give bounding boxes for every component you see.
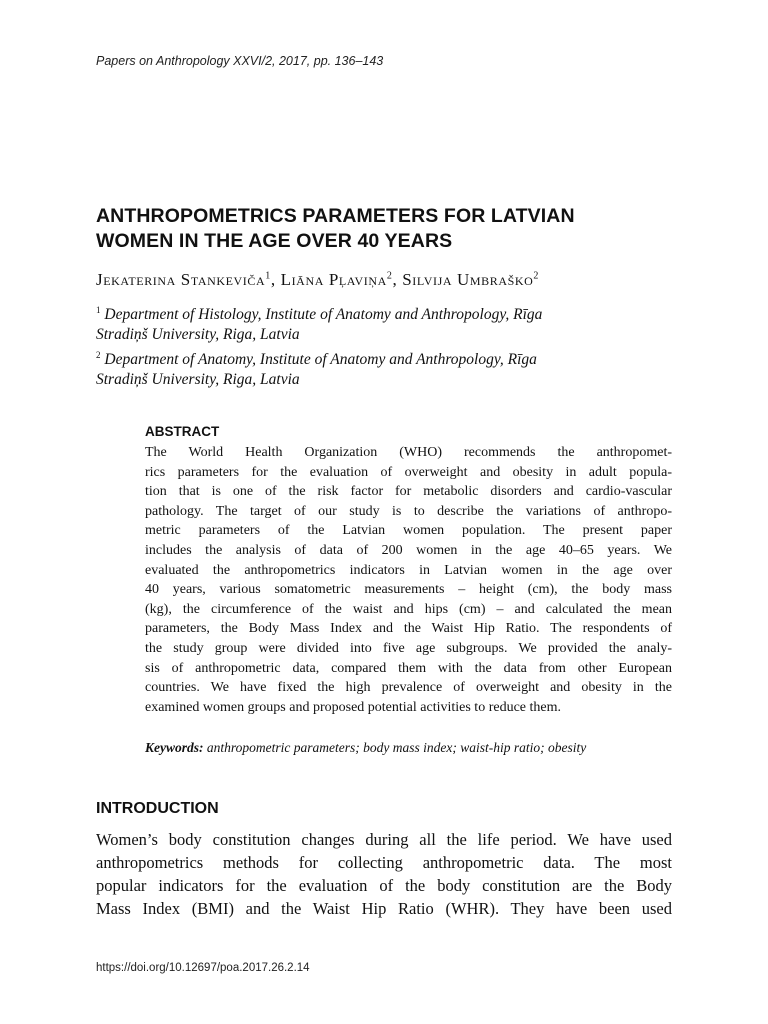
abstract-line: 40 years, various somatometric measurements – height (cm), the body mass xyxy=(145,582,672,598)
abstract-line: includes the analysis of data of 200 women in the age 40–65 years. We xyxy=(145,542,672,558)
abstract-line: examined women groups and proposed potential activities to reduce them. xyxy=(145,699,561,715)
affiliation-line: Stradiņš University, Riga, Latvia xyxy=(96,371,300,389)
introduction-heading: INTRODUCTION xyxy=(96,800,219,817)
keywords-label: Keywords: xyxy=(145,740,204,755)
abstract-body xyxy=(145,443,672,717)
affiliation-text: Department of Histology, Institute of Anatomy and Anthropology, Rīga xyxy=(104,306,543,324)
introduction-body xyxy=(96,828,672,920)
author-name: Silvija Umbraško xyxy=(402,270,534,289)
abstract-heading: ABSTRACT xyxy=(145,424,220,439)
affiliation-text: Department of Anatomy, Institute of Anatomy and Anthropology, Rīga xyxy=(104,351,537,369)
author-name: Jekaterina Stankeviča xyxy=(96,270,266,289)
abstract-line: the study group were divided into five age subgroups. We provided the analy- xyxy=(145,640,672,656)
affiliation-line: Stradiņš University, Riga, Latvia xyxy=(96,326,300,344)
abstract-line: pathology. The target of our study is to describe the variations of anthropo- xyxy=(145,503,672,519)
author-list: Jekaterina Stankeviča$^1$, Liāna Pļaviņa$^2$, Silvija Umbraško$^2$ xyxy=(96,270,539,289)
abstract-line: The World Health Organization (WHO) recommends the anthropomet- xyxy=(145,445,672,460)
abstract-line: parameters, the Body Mass Index and the Waist Hip Ratio. The respondents of xyxy=(145,621,672,637)
affiliation-line xyxy=(96,345,656,370)
abstract-line: countries. We have fixed the high prevalence of overweight and obesity in the xyxy=(145,680,672,696)
abstract-line: sis of anthropometric data, compared them with the data from other European xyxy=(145,660,672,676)
author-affiliation-mark: 2 xyxy=(386,270,393,282)
introduction-line: anthropometrics methods for collecting anthropometric data. The most xyxy=(96,853,672,872)
keywords-text: anthropometric parameters; body mass index; waist-hip ratio; obesity xyxy=(203,740,587,755)
title-line: ANTHROPOMETRICS PARAMETERS FOR LATVIAN xyxy=(96,205,575,227)
author-affiliation-mark: 2 xyxy=(533,270,539,282)
introduction-line: Women’s body constitution changes during all the life period. We have used xyxy=(96,830,672,849)
affiliations xyxy=(96,300,656,390)
affiliation-mark: 2 xyxy=(96,350,101,361)
affiliation-mark: 1 xyxy=(96,305,101,315)
affiliation-line xyxy=(96,300,656,325)
doi-link[interactable]: https://doi.org/10.12697/poa.2017.26.2.14 xyxy=(96,962,310,974)
author-name: Liāna Pļaviņa xyxy=(280,270,387,289)
introduction-line: Mass Index (BMI) and the Waist Hip Ratio (WHR). They have been used xyxy=(96,899,672,918)
abstract-line: metric parameters of the Latvian women population. The present paper xyxy=(145,523,672,539)
abstract-line: tion that is one of the risk factor for metabolic disorders and cardio-vascular xyxy=(145,484,672,500)
abstract-line: (kg), the circumference of the waist and hips (cm) – and calculated the mean xyxy=(145,601,672,617)
paper-title xyxy=(96,204,696,254)
title-line: WOMEN IN THE AGE OVER 40 YEARS xyxy=(96,230,453,252)
abstract-line: rics parameters for the evaluation of overweight and obesity in adult popula- xyxy=(145,464,672,480)
author-affiliation-mark: 1 xyxy=(265,270,271,282)
abstract-line: evaluated the anthropometrics indicators in Latvian women in the age over xyxy=(145,562,672,578)
introduction-line: popular indicators for the evaluation of the body constitution are the Body xyxy=(96,876,672,895)
journal-header: Papers on Anthropology XXVI/2, 2017, pp. 136–143 xyxy=(96,54,384,68)
keywords xyxy=(145,740,685,756)
